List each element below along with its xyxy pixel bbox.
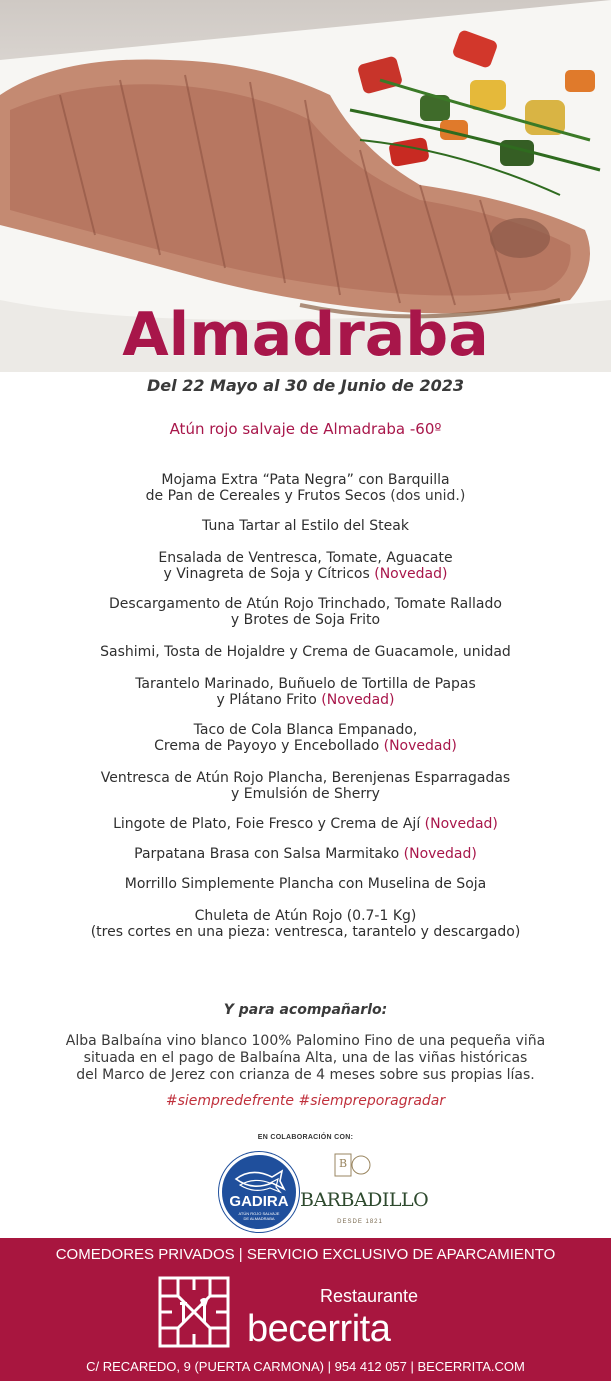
menu-item-line	[20, 876, 591, 892]
pairing-title: Y para acompañarlo:	[223, 1002, 388, 1018]
menu-item-text: Taco de Cola Blanca Empanado,	[193, 722, 418, 738]
pairing-line: situada en el pago de Balbaína Alta, una de las viñas históricas	[83, 1050, 528, 1066]
menu-item	[20, 770, 591, 802]
menu-item-line	[20, 738, 591, 754]
menu-item-text: Ventresca de Atún Rojo Plancha, Berenjenas Esparragadas	[100, 770, 511, 786]
menu-item-text: y Emulsión de Sherry	[231, 786, 380, 802]
menu-item	[20, 550, 591, 582]
menu-item-text: Crema de Payoyo y Encebollado	[154, 738, 380, 754]
menu-item-line	[20, 612, 591, 628]
footer-contact: C/ RECAREDO, 9 (PUERTA CARMONA) | 954 412 057 | BECERRITA.COM	[86, 1359, 525, 1374]
menu-item-line	[20, 924, 591, 940]
menu-item	[20, 816, 591, 832]
menu-item	[20, 644, 591, 660]
menu-item-text: Mojama Extra “Pata Negra” con Barquilla	[161, 472, 450, 488]
hashtags: #siempredefrente #siempreporagradar	[165, 1093, 446, 1109]
menu-item-line	[20, 722, 591, 738]
menu-item-text: Ensalada de Ventresca, Tomate, Aguacate	[158, 550, 453, 566]
menu-item-line	[20, 472, 591, 488]
pairing-description	[30, 1033, 581, 1084]
gadira-logo	[219, 1152, 299, 1232]
menu-item-text: Morrillo Simplemente Plancha con Muselina de Soja	[124, 876, 487, 892]
footer	[0, 1238, 611, 1381]
menu-item	[20, 472, 591, 504]
menu-item-line	[20, 676, 591, 692]
barbadillo-emblem-letter: B	[339, 1157, 348, 1170]
menu-item-line	[20, 770, 591, 786]
novedad-badge: (Novedad)	[424, 816, 498, 832]
menu-item-line	[20, 908, 591, 924]
menu-item	[20, 676, 591, 708]
menu-item-text: y Plátano Frito	[216, 692, 317, 708]
menu-item-text: Parpatana Brasa con Salsa Marmitako	[134, 846, 400, 862]
menu-item-text: Tuna Tartar al Estilo del Steak	[202, 518, 409, 534]
collaboration-label: EN COLABORACIÓN CON:	[257, 1134, 354, 1141]
menu-item-text: Lingote de Plato, Foie Fresco y Crema de Ají	[113, 816, 421, 832]
pairing-line: Alba Balbaína vino blanco 100% Palomino Fino de una pequeña viña	[65, 1033, 546, 1049]
menu-item-text: Chuleta de Atún Rojo (0.7-1 Kg)	[194, 908, 417, 924]
menu-item-text: Descargamento de Atún Rojo Trinchado, Tomate Rallado	[109, 596, 502, 612]
menu-subtitle: Atún rojo salvaje de Almadraba -60º	[169, 420, 442, 438]
menu-item-text: y Brotes de Soja Frito	[230, 612, 381, 628]
menu-item-line	[20, 488, 591, 504]
footer-services: COMEDORES PRIVADOS | SERVICIO EXCLUSIVO DE APARCAMIENTO	[55, 1246, 556, 1263]
gadira-tagline-line: ATÚN ROJO SALVAJE	[238, 1211, 280, 1216]
promotion-dates: Del 22 Mayo al 30 de Junio de 2023	[147, 376, 464, 395]
menu-item	[20, 876, 591, 892]
page-title: Almadraba	[122, 300, 489, 370]
barbadillo-since: DESDE 1821	[337, 1219, 383, 1225]
menu-item-line	[20, 786, 591, 802]
menu-item	[20, 518, 591, 534]
barbadillo-emblem-icon	[333, 1152, 373, 1178]
gadira-wordmark: GADIRA	[229, 1193, 289, 1210]
novedad-badge: (Novedad)	[383, 738, 457, 754]
menu-item-text: Tarantelo Marinado, Buñuelo de Tortilla de Papas	[135, 676, 476, 692]
menu-item-line	[20, 816, 591, 832]
menu-item	[20, 908, 591, 940]
menu-item-line	[20, 566, 591, 582]
menu-item-text: Sashimi, Tosta de Hojaldre y Crema de Guacamole, unidad	[100, 644, 511, 660]
restaurant-label: Restaurante	[320, 1286, 419, 1306]
menu-item	[20, 596, 591, 628]
menu-item-line	[20, 518, 591, 534]
gadira-tagline	[222, 1211, 296, 1221]
hero-image	[0, 0, 611, 372]
becerrita-logo-icon	[156, 1274, 232, 1350]
menu-list	[20, 472, 591, 940]
pairing-line: del Marco de Jerez con crianza de 4 meses sobre sus propias lías.	[76, 1067, 535, 1083]
novedad-badge: (Novedad)	[321, 692, 395, 708]
novedad-badge: (Novedad)	[374, 566, 448, 582]
menu-item-line	[20, 846, 591, 862]
menu-item-line	[20, 550, 591, 566]
menu-item-text: de Pan de Cereales y Frutos Secos	[145, 488, 386, 504]
menu-item-line	[20, 596, 591, 612]
menu-item-note: (dos unid.)	[385, 488, 466, 504]
menu-item-text: y Vinagreta de Soja y Cítricos	[163, 566, 370, 582]
menu-item	[20, 722, 591, 754]
barbadillo-logo: BARBADILLO	[300, 1189, 429, 1211]
novedad-badge: (Novedad)	[403, 846, 477, 862]
menu-item-text: (tres cortes en una pieza: ventresca, tarantelo y descargado)	[90, 924, 521, 940]
menu-item-line	[20, 644, 591, 660]
menu-item	[20, 846, 591, 862]
gadira-tagline-line: DE ALMADRABA	[243, 1216, 275, 1221]
menu-item-line	[20, 692, 591, 708]
restaurant-name: becerrita	[247, 1308, 391, 1350]
